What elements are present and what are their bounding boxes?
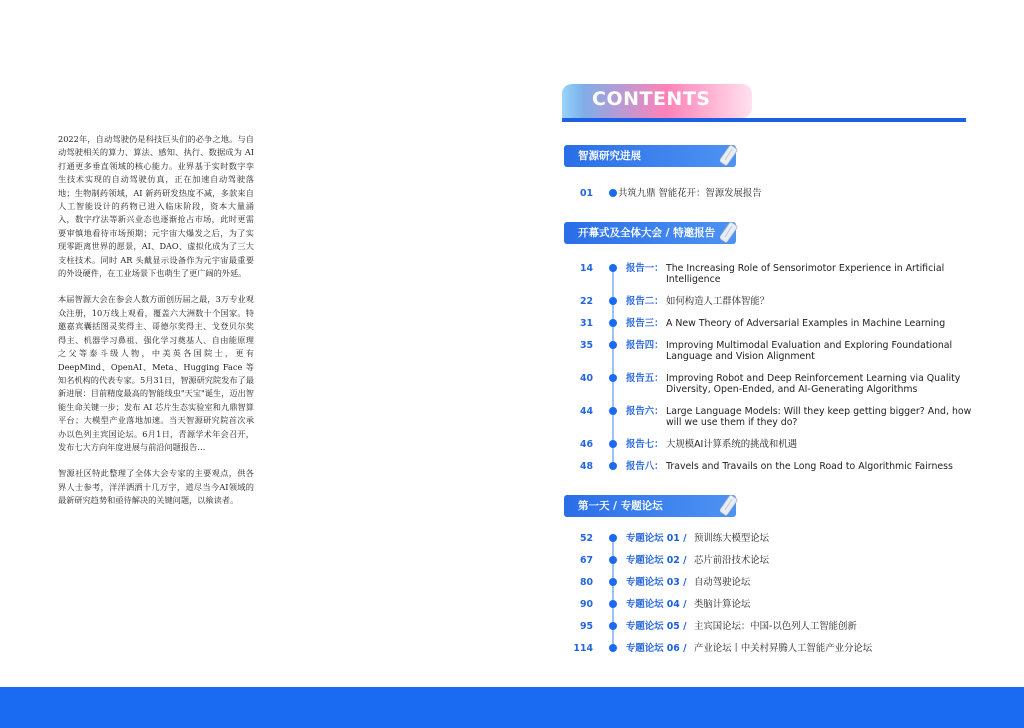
- page-number: 31: [579, 318, 593, 329]
- section-title: 智源研究进展: [578, 150, 641, 162]
- section-title: 开幕式及全体大会 / 特邀报告: [578, 227, 716, 239]
- forum-label: 专题论坛 04 /: [626, 599, 687, 610]
- section-header-forums: [564, 495, 736, 517]
- page-number: 114: [573, 643, 593, 654]
- timeline-dot: [609, 622, 617, 630]
- contents-title: CONTENTS: [592, 88, 711, 110]
- entry-title: Large Language Models: Will they keep getting bigger? And, how will we use them if they do?: [666, 406, 972, 428]
- entry-title: 预训练大模型论坛: [694, 533, 770, 544]
- forum-label: 专题论坛 05 /: [626, 621, 687, 632]
- pen-icon: [720, 142, 742, 168]
- timeline-dot: [609, 264, 617, 272]
- entry-title: Improving Robot and Deep Reinforcement Learning via Quality Diversity, Open-Ended, and AI-Generating Algorithms: [666, 373, 961, 395]
- page-number: 46: [579, 439, 593, 450]
- forum-label: 专题论坛 06 /: [626, 643, 687, 654]
- page-number: 14: [579, 263, 593, 274]
- intro-paragraph-1: 2022年，自动驾驶仍是科技巨头们的必争之地。与自动驾驶相关的算力、算法、感知、执行、数据成为 AI 打通更多垂直领域的核心能力。业界基于实时数字孪生技术实现的自动驾驶仿真，正在加速自动驾驶落地；生物制药领域，AI 新药研发热度不减，多款来自人工智能设计的药物已进入临床阶段，资本大量涌入，数字疗法等新兴业态也逐渐抢占市场，此时更需要审慎地看待市场预期；元宇宙大爆发之后，为了实现零距离世界的愿景，AI、DAO、虚拟化成为了三大支柱技术。同时 AR 头戴显示设备作为元宇宙最重要的外设硬件，在工业场景下也萌生了更广阔的外延。: [58, 134, 254, 279]
- timeline-dot: [609, 534, 617, 542]
- page-number: 01: [579, 188, 593, 199]
- contents-rule: [562, 118, 966, 122]
- entry-title: A New Theory of Adversarial Examples in Machine Learning: [666, 318, 946, 329]
- page-number: 44: [579, 406, 593, 417]
- report-label: 报告六：: [626, 406, 664, 417]
- timeline-dot: [609, 407, 617, 415]
- report-label: 报告一：: [626, 263, 664, 274]
- page-number: 48: [579, 461, 593, 472]
- section-header-research: [564, 145, 736, 167]
- page-number: 22: [579, 296, 593, 307]
- report-label: 报告二：: [626, 296, 664, 307]
- page-number: 35: [579, 340, 593, 351]
- page-number: 95: [579, 621, 593, 632]
- timeline-line: [612, 534, 614, 652]
- timeline-dot: [609, 189, 617, 197]
- entry-title: Travels and Travails on the Long Road to Algorithmic Fairness: [666, 461, 953, 472]
- entry-title: 主宾国论坛：中国-以色列人工智能创新: [694, 621, 857, 632]
- intro-text: [58, 133, 254, 521]
- timeline-dot: [609, 374, 617, 382]
- report-label: 报告八：: [626, 461, 664, 472]
- timeline-dot: [609, 462, 617, 470]
- entry-title: 产业论坛丨中关村昇腾人工智能产业分论坛: [694, 643, 873, 654]
- timeline-dot: [609, 319, 617, 327]
- report-label: 报告七：: [626, 439, 664, 450]
- timeline-dot: [609, 578, 617, 586]
- intro-paragraph-2: 本届智源大会在参会人数方面创历届之最，3万专业观众注册，10万线上观看，覆盖六大洲数十个国家。特邀嘉宾囊括图灵奖得主、哥德尔奖得主、戈登贝尔奖得主、机器学习鼻祖、强化学习奠基人、自由能原理之父等泰斗级人物，中美英各国院士，更有 DeepMind、OpenAI、Meta、Hugging Face 等知名机构的代表专家。5月31日，智源研究院发布了最新进展：目前精度最高的智能线虫"天宝"诞生，迈出智能生命关键一步；发布 AI 芯片生态实验室和九鼎智算平台；大模型产业落地加速。当天智源研究院首次承办以色列主宾国论坛。6月1日，青源学术年会召开，发布七大方向年度进展与前沿问题报告…: [58, 294, 254, 452]
- forum-label: 专题论坛 01 /: [626, 533, 687, 544]
- entry-title: The Increasing Role of Sensorimotor Experience in Artificial Intelligence: [666, 263, 945, 285]
- intro-paragraph-3: 智源社区特此整理了全体大会专家的主要观点，供各界人士参考，洋洋洒洒十几万字，道尽当今AI领域的最新研究趋势和亟待解决的关键问题，以飨读者。: [58, 468, 254, 506]
- page-number: 90: [579, 599, 593, 610]
- entry-title: 如何构造人工群体智能？: [666, 296, 770, 307]
- timeline-dot: [609, 600, 617, 608]
- timeline-dot: [609, 556, 617, 564]
- entry-title: 共筑九鼎 智能花开：智源发展报告: [618, 188, 762, 199]
- pen-icon: [720, 492, 742, 518]
- page-number: 67: [579, 555, 593, 566]
- report-label: 报告五：: [626, 373, 664, 384]
- pen-icon: [720, 219, 742, 245]
- timeline-dot: [609, 440, 617, 448]
- timeline-dot: [609, 297, 617, 305]
- timeline-dot: [609, 341, 617, 349]
- forum-label: 专题论坛 03 /: [626, 577, 687, 588]
- report-label: 报告三：: [626, 318, 664, 329]
- page-number: 40: [579, 373, 593, 384]
- entry-title: 芯片前沿技术论坛: [694, 555, 770, 566]
- entry-title: 大规模AI计算系统的挑战和机遇: [666, 439, 798, 450]
- page-number: 80: [579, 577, 593, 588]
- section-title: 第一天 / 专题论坛: [578, 500, 663, 512]
- entry-title: Improving Multimodal Evaluation and Exploring Foundational Language and Vision Alignment: [666, 340, 953, 362]
- footer-band: [0, 687, 1024, 728]
- page-number: 52: [579, 533, 593, 544]
- report-label: 报告四：: [626, 340, 664, 351]
- section-header-plenary: [564, 222, 736, 244]
- forum-label: 专题论坛 02 /: [626, 555, 687, 566]
- timeline-dot: [609, 644, 617, 652]
- entry-title: 自动驾驶论坛: [694, 577, 751, 588]
- entry-title: 类脑计算论坛: [694, 599, 751, 610]
